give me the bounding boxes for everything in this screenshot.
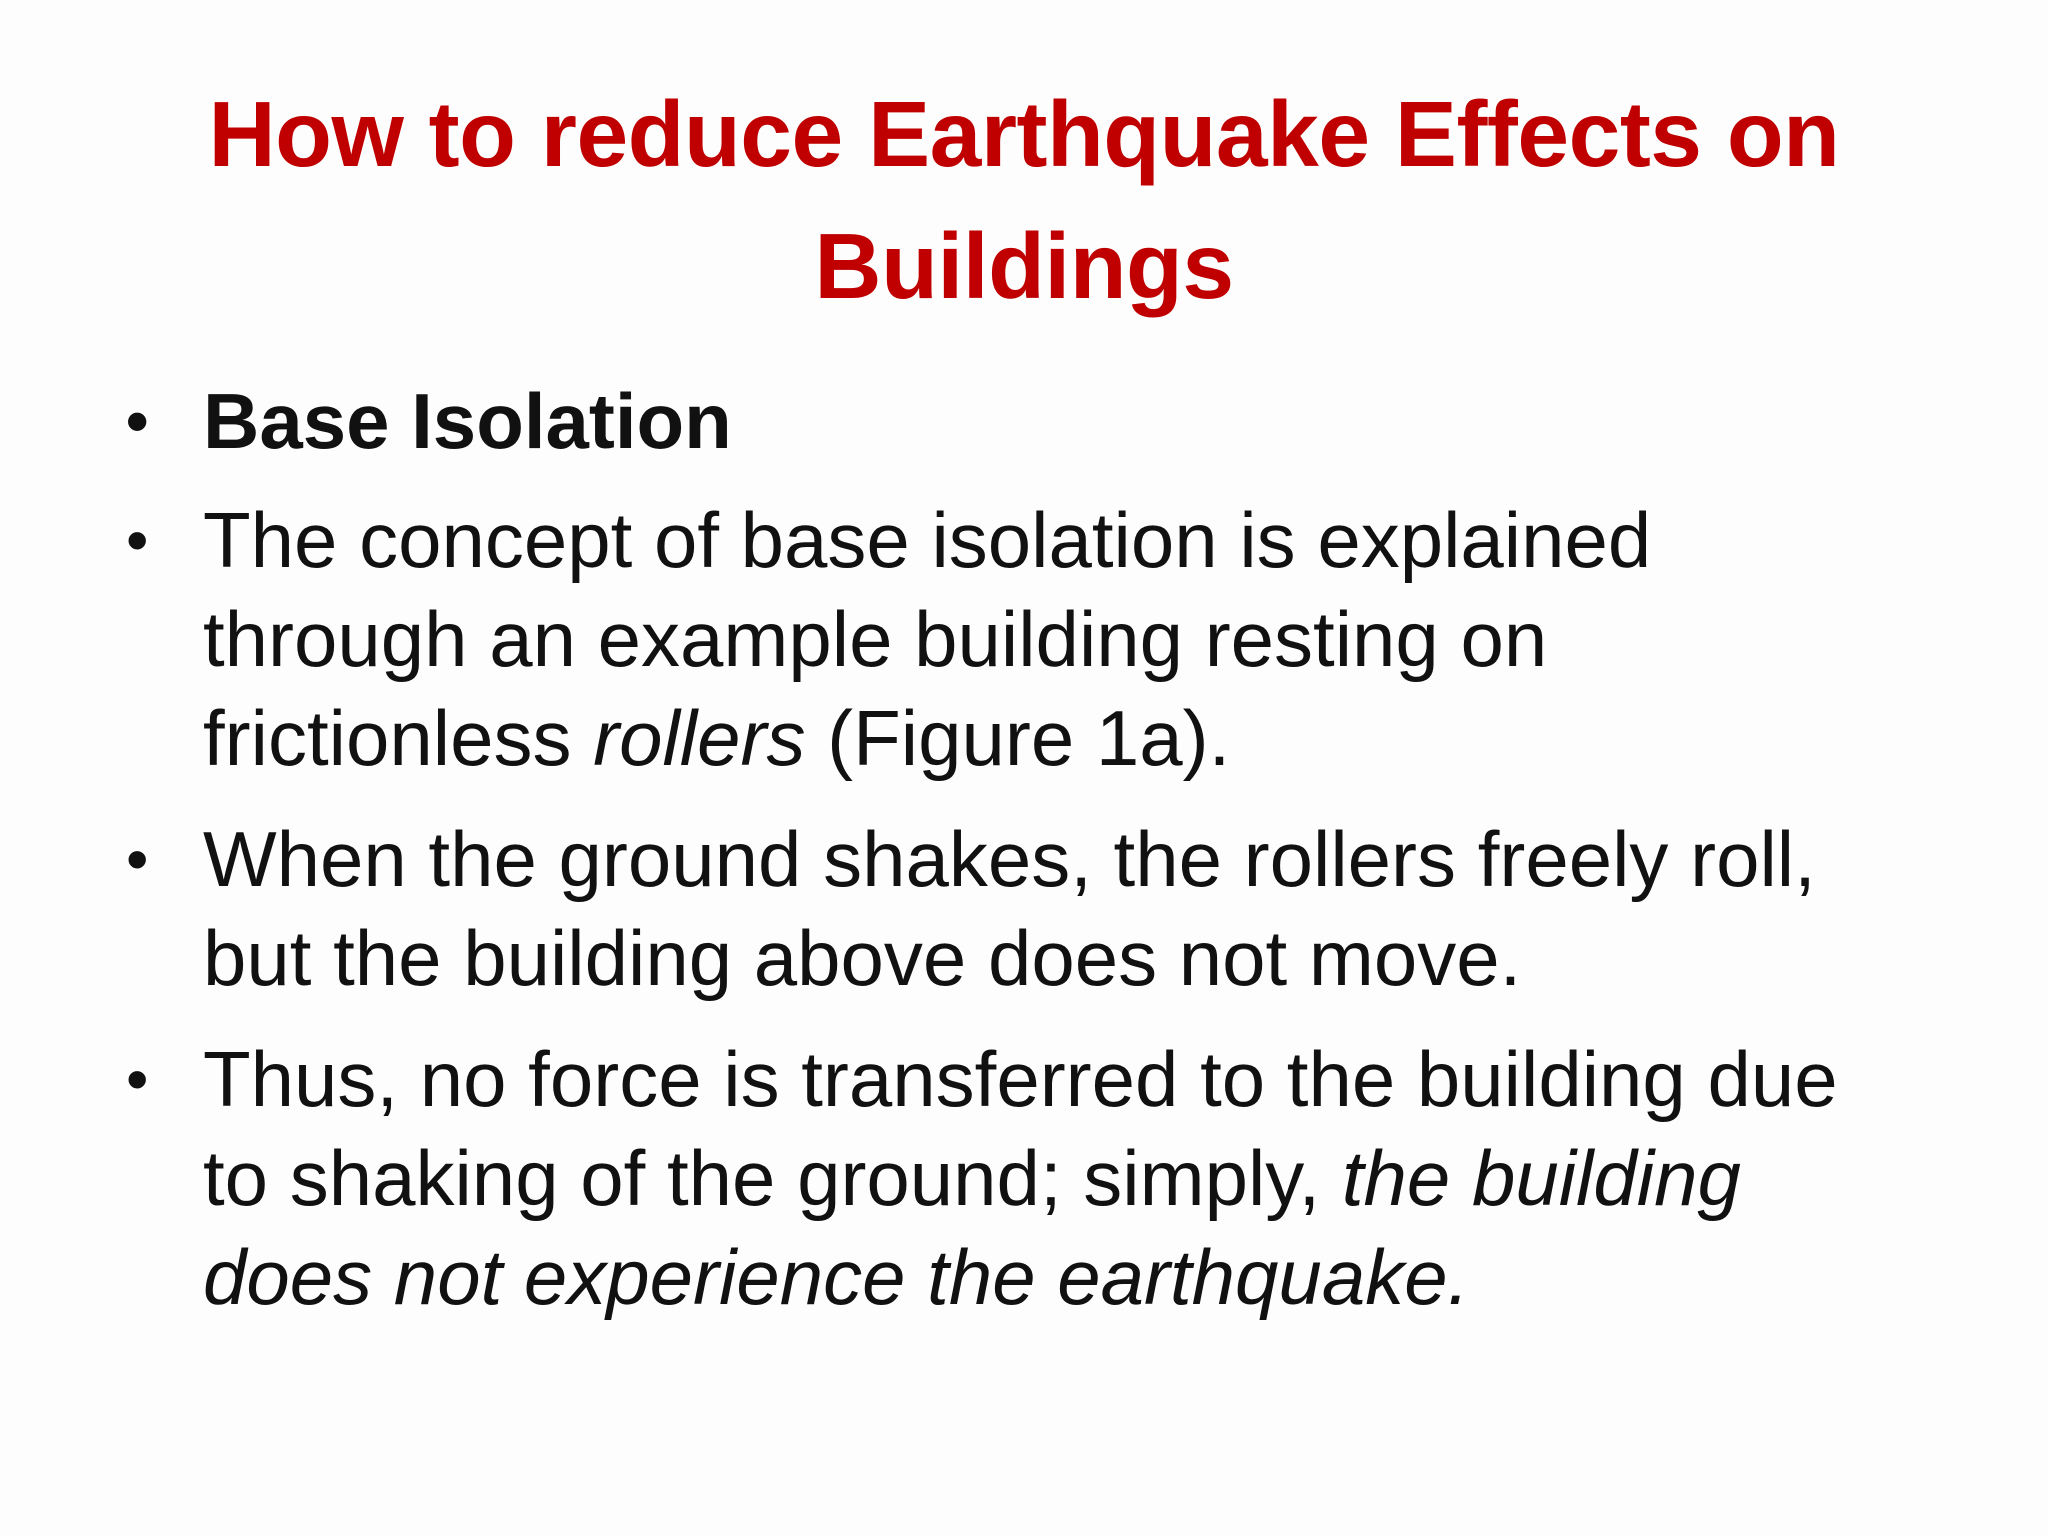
bullet-no-force — [122, 1030, 1922, 1327]
bullet-text: The concept of base isolation is explained through an example building resting on frictionless — [203, 496, 1652, 782]
bullet-list — [122, 372, 1922, 1349]
bullet-concept — [122, 491, 1922, 788]
bullet-italic-conclusion: the building does not experience the earthquake. — [203, 1134, 1741, 1321]
title-line-2: Buildings — [814, 214, 1234, 318]
bullet-text: Base Isolation — [203, 377, 732, 465]
title-line-1: How to reduce Earthquake Effects on — [208, 82, 1840, 186]
slide-title — [80, 68, 1968, 332]
bullet-italic-rollers: rollers — [593, 694, 806, 782]
bullet-ground-shakes — [122, 810, 1922, 1008]
bullet-text: (Figure 1a). — [805, 694, 1231, 782]
bullet-base-isolation — [122, 372, 1922, 471]
bullet-text: Thus, no force is transferred to the building due to shaking of the ground; simply, — [203, 1035, 1838, 1222]
bullet-text: When the ground shakes, the rollers freely roll, but the building above does not move. — [203, 815, 1816, 1002]
